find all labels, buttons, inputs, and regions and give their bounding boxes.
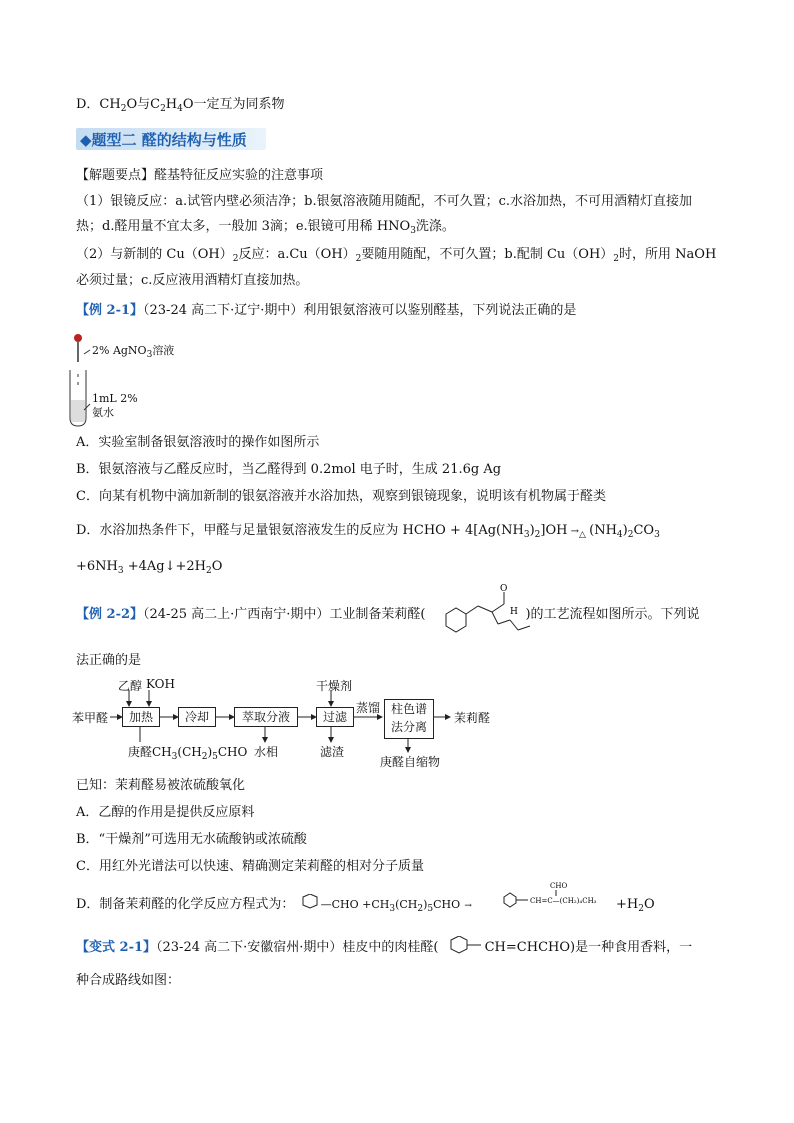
- flow-start-label: 苯甲醛: [72, 711, 109, 725]
- jasminaldehyde-product: [500, 880, 640, 910]
- example-2-1-option-d-line2: $+6NH_3$ $+4Ag↓+2H_2O$: [76, 559, 223, 576]
- variant-2-1-stem: 【变式 2-1】（23-24 高二下·安徽宿州·期中）桂皮中的肉桂醛( CH=CHCHO)是一种食用香料，一: [76, 936, 692, 957]
- tips-heading: 【解题要点】醛基特征反应实验的注意事项: [76, 168, 324, 183]
- flow-box-heat: 加热: [122, 707, 160, 727]
- example-2-2-stem-cont: 法正确的是: [76, 653, 142, 668]
- example-2-2-option-a: A．乙醇的作用是提供反应原料: [76, 805, 255, 820]
- flow-desiccant-label: 干燥剂: [316, 679, 353, 693]
- example-2-2-option-c: C．用红外光谱法可以快速、精确测定茉莉醛的相对分子质量: [76, 859, 424, 874]
- example-2-1-option-b: B．银氨溶液与乙醛反应时，当乙醛得到 0.2mol 电子时，生成 21.6g Ag: [76, 462, 502, 477]
- flow-box-filter: 过滤: [316, 707, 354, 727]
- tips-line-2: 热；d.醛用量不宜太多，一般加 3滴；e.银镜可用稀 $HNO_3$洗涤。: [76, 219, 455, 236]
- svg-text:H: H: [510, 607, 518, 617]
- example-2-1-option-a: A．实验室制备银氨溶液时的操作如图所示: [76, 435, 320, 450]
- flow-distill-label: 蒸馏: [356, 701, 381, 715]
- flow-ethanol-label: 乙醇: [118, 679, 143, 693]
- flow-koh-label: KOH: [146, 677, 175, 691]
- tips-line-1: （1）银镜反应：a.试管内壁必须洁净；b.银氨溶液随用随配，不可久置；c.水浴加热，不可用酒精灯直接加: [76, 194, 693, 209]
- example-2-1-option-c: C．向某有机物中滴加新制的银氨溶液并水浴加热，观察到银镜现象，说明该有机物属于醛类: [76, 489, 606, 504]
- fig-label-ammonia-1: 1mL 2%: [92, 392, 138, 405]
- flow-byproduct-label: 庚醛自缩物: [380, 755, 441, 769]
- tips-line-4: 必须过量；c.反应液用酒精灯直接加热。: [76, 273, 309, 288]
- jasminaldehyde-structure: [436, 582, 536, 638]
- example-2-1-stem: 【例 2-1】（23-24 高二下·辽宁·期中）利用银氨溶液可以鉴别醛基，下列说法正确的是: [76, 303, 577, 318]
- example-2-2-stem: 【例 2-2】（24-25 高二上·广西南宁·期中）工业制备茉莉醛( )的工艺流程如图所示。下列说: [76, 607, 700, 622]
- flow-box-column: 柱色谱 法分离: [384, 699, 434, 739]
- example-2-2-option-d: D．制备茉莉醛的化学反应方程式为： —CHO $+CH_3(CH_2)_5CHO \to +H_2O$: [76, 894, 655, 918]
- flow-end-label: 茉莉醛: [454, 711, 491, 725]
- example-2-1-option-d-line1: D．水浴加热条件下，甲醛与足量银氨溶液发生的反应为 HCHO + $4[Ag(NH_3)_2]OH$ →△ $(NH_4)_2CO_3$: [76, 523, 660, 540]
- section-header: ◆题型二 醛的结构与性质: [76, 128, 266, 150]
- svg-text:CH=C—(CH₂)₄CH₃: CH=C—(CH₂)₄CH₃: [530, 897, 597, 905]
- flow-box-cool: 冷却: [178, 707, 216, 727]
- fig-label-agno3: 2% AgNO$_3$溶液: [92, 344, 175, 360]
- flow-water-label: 水相: [254, 745, 279, 759]
- option-d-prev: D．$CH_2O$与$C_2H_4O$一定互为同系物: [76, 97, 285, 114]
- flow-heptanal-label: 庚醛$CH_3(CH_2)_5CHO$: [128, 745, 248, 762]
- flow-residue-label: 滤渣: [320, 745, 345, 759]
- fig-label-ammonia-2: 氨水: [92, 406, 114, 419]
- example-2-2-known: 已知：茉莉醛易被浓硫酸氧化: [76, 778, 246, 793]
- example-2-2-option-b: B．“干燥剂”可选用无水硫酸钠或浓硫酸: [76, 832, 307, 847]
- svg-text:O: O: [500, 584, 508, 594]
- svg-text:CHO: CHO: [550, 882, 568, 890]
- tips-line-3: （2）与新制的 $Cu(OH)_2$反应：$a.Cu(OH)_2$要随用随配，不可久置；b.配制 $Cu(OH)_2$时，所用 NaOH: [76, 247, 717, 264]
- flow-box-extract: 萃取分液: [234, 707, 298, 727]
- variant-2-1-stem-cont: 种合成路线如图：: [76, 973, 181, 988]
